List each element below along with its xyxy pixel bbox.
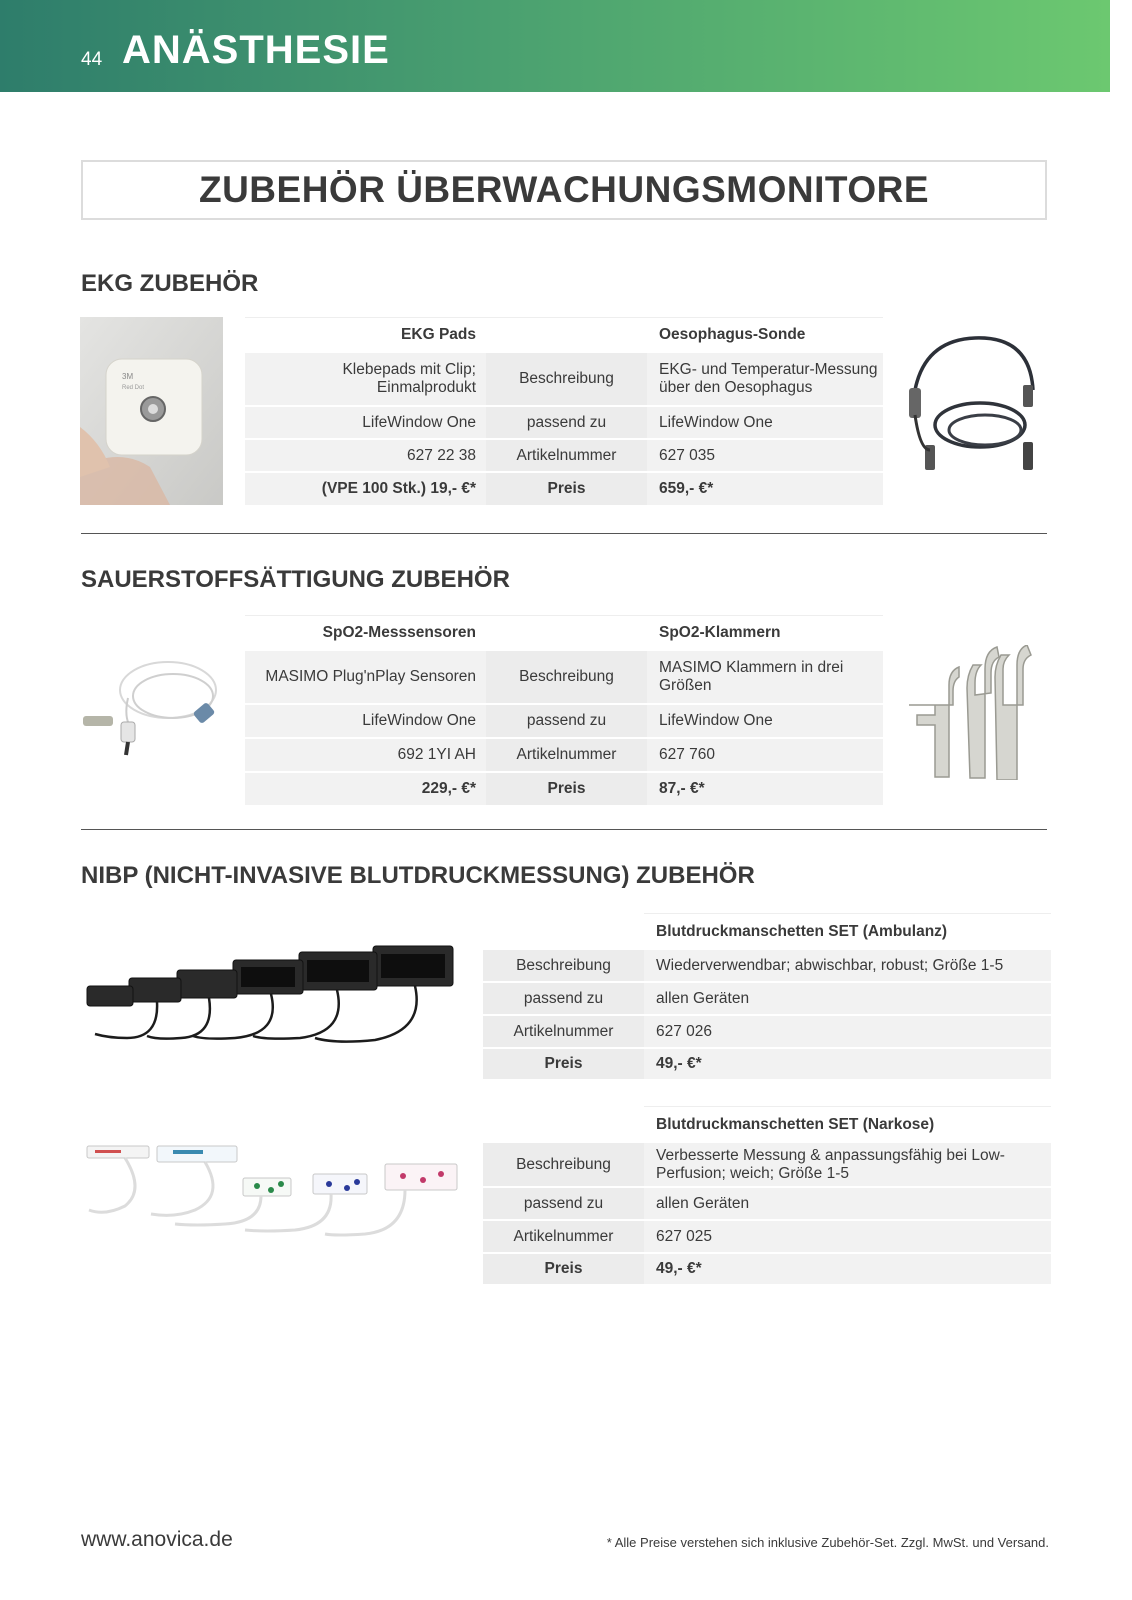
row-label: Beschreibung xyxy=(486,353,647,405)
row-label: Preis xyxy=(483,1254,644,1284)
table-row: Preis 49,- €* xyxy=(483,1049,1051,1079)
table-row: MASIMO Plug'nPlay Sensoren Beschreibung MASIMO Klammern in drei Größen xyxy=(245,651,883,703)
row-label: Preis xyxy=(486,773,647,805)
nibp-heading: NIBP (NICHT-INVASIVE BLUTDRUCKMESSUNG) ZUBEHÖR xyxy=(81,862,755,889)
table-row: 627 22 38 Artikelnummer 627 035 xyxy=(245,440,883,471)
table-row: Preis 49,- €* xyxy=(483,1254,1051,1284)
bp-cuffs-narkose-image xyxy=(85,1140,460,1240)
oesophagus-probe-image xyxy=(905,330,1045,480)
table-row: LifeWindow One passend zu LifeWindow One xyxy=(245,407,883,438)
table-row: Beschreibung Verbesserte Messung & anpassungsfähig bei Low-Perfusion; weich; Größe 1-5 xyxy=(483,1143,1051,1186)
product-name: Oesophagus-Sonde xyxy=(647,317,883,352)
product-name: Blutdruckmanschetten SET (Narkose) xyxy=(644,1106,1051,1142)
product-name: Blutdruckmanschetten SET (Ambulanz) xyxy=(644,913,1051,949)
table-row: 229,- €* Preis 87,- €* xyxy=(245,773,883,805)
row-label: Beschreibung xyxy=(486,651,647,703)
page-title: ZUBEHÖR ÜBERWACHUNGSMONITORE xyxy=(81,160,1047,220)
table-row: passend zu allen Geräten xyxy=(483,983,1051,1014)
product-name: SpO2-Klammern xyxy=(647,615,883,650)
ekg-pad-image xyxy=(80,317,223,505)
ekg-table xyxy=(245,317,883,505)
row-label: passend zu xyxy=(486,407,647,438)
page-header xyxy=(0,0,1110,92)
section-title: ANÄSTHESIE xyxy=(122,28,390,72)
table-row: Klebepads mit Clip; Einmalprodukt Beschreibung EKG- und Temperatur-Messung über den Oesophagus xyxy=(245,353,883,405)
section-divider xyxy=(81,829,1047,830)
table-row: LifeWindow One passend zu LifeWindow One xyxy=(245,705,883,737)
pad-brand-text: 3M xyxy=(122,372,134,381)
spo2-table xyxy=(245,615,883,805)
row-label: Beschreibung xyxy=(483,1143,644,1186)
price-footnote: * Alle Preise verstehen sich inklusive Zubehör-Set. Zzgl. MwSt. und Versand. xyxy=(606,1535,1049,1550)
table-row: passend zu allen Geräten xyxy=(483,1188,1051,1219)
row-label: passend zu xyxy=(483,983,644,1014)
page-number: 44 xyxy=(81,49,103,70)
website-link[interactable]: www.anovica.de xyxy=(81,1528,233,1551)
table-header-row xyxy=(483,1106,1051,1142)
table-header-row xyxy=(483,913,1051,949)
table-row: Artikelnummer 627 026 xyxy=(483,1016,1051,1047)
section-divider xyxy=(81,533,1047,534)
spo2-heading: SAUERSTOFFSÄTTIGUNG ZUBEHÖR xyxy=(81,566,510,593)
table-header-row xyxy=(245,317,883,352)
nibp-narkose-table xyxy=(483,1106,1051,1284)
row-label: Artikelnummer xyxy=(483,1016,644,1047)
product-name: SpO2-Messsensoren xyxy=(245,615,486,650)
row-label: Artikelnummer xyxy=(483,1221,644,1252)
table-row: Beschreibung Wiederverwendbar; abwischbar, robust; Größe 1-5 xyxy=(483,950,1051,981)
product-name: EKG Pads xyxy=(245,317,486,352)
row-label: Preis xyxy=(483,1049,644,1079)
table-row: 692 1YI AH Artikelnummer 627 760 xyxy=(245,739,883,771)
table-row: Artikelnummer 627 025 xyxy=(483,1221,1051,1252)
spo2-clips-image xyxy=(905,645,1035,780)
row-label: Preis xyxy=(486,473,647,505)
table-header-row xyxy=(245,615,883,650)
row-label: passend zu xyxy=(483,1188,644,1219)
row-label: Artikelnummer xyxy=(486,440,647,471)
spo2-sensor-image xyxy=(83,650,223,760)
row-label: Beschreibung xyxy=(483,950,644,981)
pad-label-text: Red Dot xyxy=(122,385,145,391)
nibp-ambulance-table xyxy=(483,913,1051,1079)
row-label: Artikelnummer xyxy=(486,739,647,771)
table-row: (VPE 100 Stk.) 19,- €* Preis 659,- €* xyxy=(245,473,883,505)
row-label: passend zu xyxy=(486,705,647,737)
bp-cuffs-ambulance-image xyxy=(85,940,455,1050)
ekg-heading: EKG ZUBEHÖR xyxy=(81,270,259,297)
